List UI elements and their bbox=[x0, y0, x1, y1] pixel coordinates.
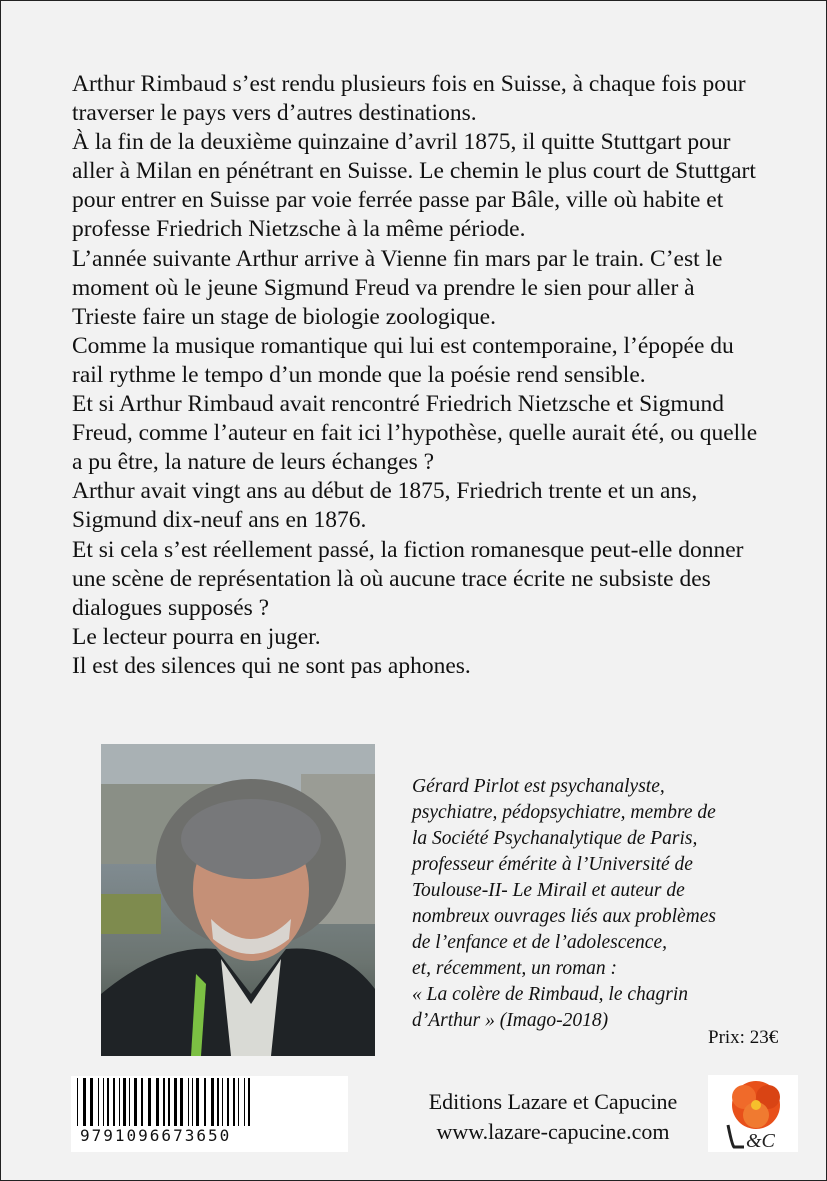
bio-line: Toulouse-II- Le Mirail et auteur de bbox=[412, 880, 685, 901]
barcode-bar bbox=[83, 1078, 86, 1128]
bio-line: professeur émérite à l’Université de bbox=[412, 854, 693, 875]
summary-paragraph: Arthur Rimbaud s’est rendu plusieurs fois en Suisse, à chaque fois pour traverser le pays vers d’autres destinations. bbox=[72, 71, 746, 127]
barcode-bar bbox=[248, 1078, 250, 1128]
barcode-bar bbox=[168, 1078, 170, 1128]
bio-line: d’Arthur » (Imago-2018) bbox=[412, 1010, 609, 1031]
summary-paragraph: Arthur avait vingt ans au début de 1875, Friedrich trente et un ans, Sigmund dix-neuf ans en 1876. bbox=[72, 478, 698, 534]
barcode-bar bbox=[174, 1078, 177, 1128]
barcode-bar bbox=[196, 1078, 199, 1128]
bio-line: nombreux ouvrages liés aux problèmes bbox=[412, 906, 716, 927]
author-bio bbox=[412, 774, 792, 1034]
summary-paragraph: Et si Arthur Rimbaud avait rencontré Friedrich Nietzsche et Sigmund Freud, comme l’auteur en fait ici l’hypothèse, quelle aurait été, ou quelle a pu être, la nature de leurs échanges ? bbox=[72, 391, 758, 476]
author-photo bbox=[101, 744, 375, 1056]
price-label: Prix: 23€ bbox=[708, 1027, 779, 1048]
isbn-number: 9791096673650 bbox=[76, 1126, 299, 1145]
barcode-bar bbox=[244, 1078, 245, 1128]
summary-paragraph: Comme la musique romantique qui lui est contemporaine, l’épopée du rail rythme le tempo d’un monde que la poésie rend sensible. bbox=[72, 332, 734, 388]
publisher-name: Editions Lazare et Capucine bbox=[428, 1089, 678, 1114]
barcode-bar bbox=[211, 1078, 214, 1128]
bio-line: Gérard Pirlot est psychanalyste, bbox=[412, 776, 665, 797]
barcode-bar bbox=[103, 1078, 104, 1128]
bio-line: la Société Psychanalytique de Paris, bbox=[412, 828, 698, 849]
barcode-bar bbox=[129, 1078, 130, 1128]
publisher-logo bbox=[708, 1075, 798, 1152]
barcode-bar bbox=[123, 1078, 126, 1128]
barcode-bar bbox=[134, 1078, 137, 1128]
summary-paragraph: Le lecteur pourra en juger. bbox=[72, 623, 321, 650]
barcode-bar bbox=[148, 1078, 151, 1128]
author-portrait-illustration bbox=[101, 744, 375, 1056]
bio-line: psychiatre, pédopsychiatre, membre de bbox=[412, 802, 716, 823]
summary-paragraph: Il est des silences qui ne sont pas aphones. bbox=[72, 652, 471, 679]
barcode-bar bbox=[113, 1078, 115, 1128]
barcode-bar bbox=[188, 1078, 189, 1128]
barcode-bar bbox=[156, 1078, 159, 1128]
publisher-website[interactable]: www.lazare-capucine.com bbox=[436, 1119, 670, 1144]
barcode-bar bbox=[238, 1078, 239, 1128]
barcode-bar bbox=[222, 1078, 223, 1128]
barcode-bar bbox=[192, 1078, 193, 1128]
barcode-bar bbox=[227, 1078, 229, 1128]
barcode-bar bbox=[98, 1078, 99, 1128]
barcode-bar bbox=[90, 1078, 93, 1128]
barcode-bar bbox=[180, 1078, 183, 1128]
barcode-bar bbox=[204, 1078, 206, 1128]
bio-line: « La colère de Rimbaud, le chagrin bbox=[412, 984, 689, 1005]
bio-line: de l’enfance et de l’adolescence, bbox=[412, 932, 667, 953]
barcode-bar bbox=[217, 1078, 219, 1128]
publisher-block bbox=[408, 1087, 698, 1147]
barcode-bar bbox=[107, 1078, 109, 1128]
barcode-bar bbox=[233, 1078, 235, 1128]
nasturtium-logo-icon bbox=[708, 1075, 798, 1152]
summary-paragraph: Et si cela s’est réellement passé, la fiction romanesque peut-elle donner une scène de représentation là où aucune trace écrite ne subsiste des dialogues supposés ? bbox=[72, 536, 744, 621]
bio-line: et, récemment, un roman : bbox=[412, 958, 618, 979]
summary-paragraph: L’année suivante Arthur arrive à Vienne fin mars par le train. C’est le moment où le jeune Sigmund Freud va prendre le sien pour aller à Trieste faire un stage de biologie zoologique. bbox=[72, 245, 723, 330]
svg-text:&C: &C bbox=[746, 1130, 775, 1152]
back-cover-summary bbox=[72, 70, 762, 681]
barcode-bar bbox=[163, 1078, 165, 1128]
summary-paragraph: À la fin de la deuxième quinzaine d’avril 1875, il quitte Stuttgart pour aller à Milan en pénétrant en Suisse. Le chemin le plus court de Stuttgart pour entrer en Suisse par voie ferrée passe par Bâle, ville où habite et professe Friedrich Nietzsche à la même période. bbox=[72, 129, 756, 243]
barcode-bar bbox=[77, 1078, 78, 1128]
barcode-bar bbox=[141, 1078, 143, 1128]
barcode-bar bbox=[119, 1078, 120, 1128]
